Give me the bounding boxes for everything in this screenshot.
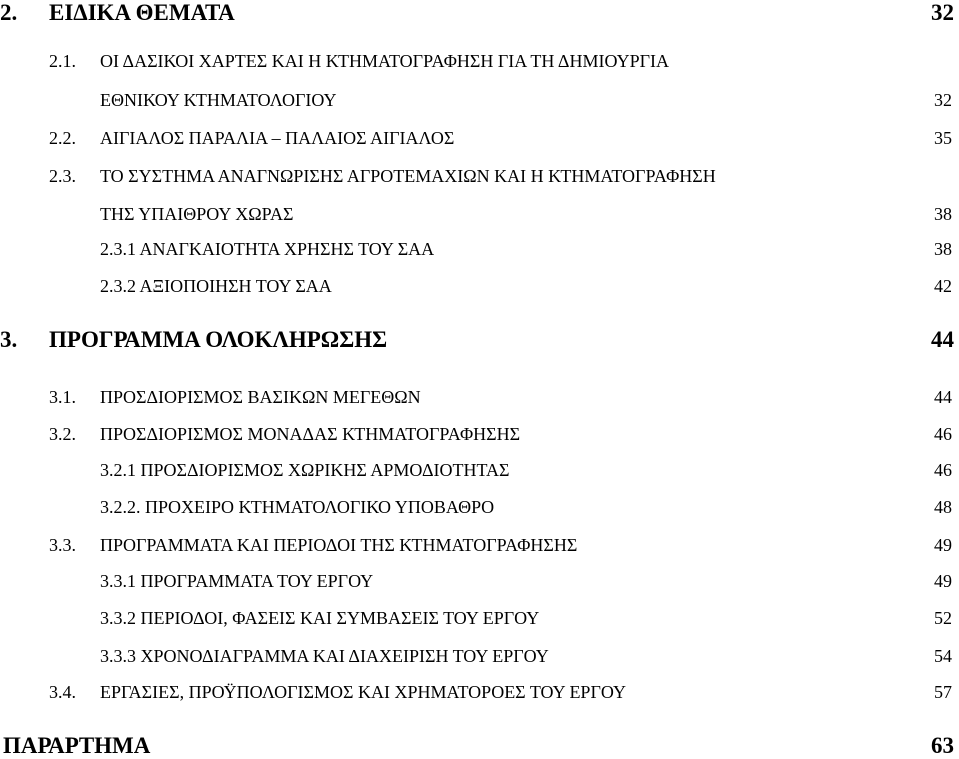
toc-section-2-1[interactable] [0,50,959,72]
toc-subsection-3-2-1[interactable] [0,459,959,481]
toc-number: 3.2. [49,424,76,444]
toc-page: 46 [934,424,952,444]
toc-page: 44 [934,387,952,407]
toc-page: 42 [934,276,952,296]
toc-section-2-1-cont[interactable] [0,89,959,111]
toc-title: 3.2.2. ΠΡΟΧΕΙΡΟ ΚΤΗΜΑΤΟΛΟΓΙΚΟ ΥΠΟΒΑΘΡΟ [100,497,495,517]
toc-section-3-2[interactable] [0,423,959,445]
toc-section-3-1[interactable] [0,386,959,408]
toc-title: ΕΘΝΙΚΟΥ ΚΤΗΜΑΤΟΛΟΓΙΟΥ [100,90,337,110]
toc-title: 3.2.1 ΠΡΟΣΔΙΟΡΙΣΜΟΣ ΧΩΡΙΚΗΣ ΑΡΜΟΔΙΟΤΗΤΑΣ [100,460,510,480]
toc-page: 49 [934,571,952,591]
toc-number: 2.2. [49,128,76,148]
toc-title: ΟΙ ΔΑΣΙΚΟΙ ΧΑΡΤΕΣ ΚΑΙ Η ΚΤΗΜΑΤΟΓΡΑΦΗΣΗ ΓΙΑ ΤΗ ΔΗΜΙΟΥΡΓΙΑ [100,51,670,71]
toc-title: ΑΙΓΙΑΛΟΣ ΠΑΡΑΛΙΑ – ΠΑΛΑΙΟΣ ΑΙΓΙΑΛΟΣ [100,128,455,148]
toc-title: 3.3.3 ΧΡΟΝΟΔΙΑΓΡΑΜΜΑ ΚΑΙ ΔΙΑΧΕΙΡΙΣΗ ΤΟΥ ΕΡΓΟΥ [100,646,549,666]
toc-page: 32 [934,90,952,110]
toc-section-2-2[interactable] [0,127,959,149]
toc-page: 49 [934,535,952,555]
toc-section-2-3-cont[interactable] [0,203,959,225]
toc-subsection-3-2-2[interactable] [0,496,959,518]
toc-page: 52 [934,608,952,628]
toc-title: ΤΟ ΣΥΣΤΗΜΑ ΑΝΑΓΝΩΡΙΣΗΣ ΑΓΡΟΤΕΜΑΧΙΩΝ ΚΑΙ Η ΚΤΗΜΑΤΟΓΡΑΦΗΣΗ [100,166,716,186]
toc-title: ΕΡΓΑΣΙΕΣ, ΠΡΟΫΠΟΛΟΓΙΣΜΟΣ ΚΑΙ ΧΡΗΜΑΤΟΡΟΕΣ ΤΟΥ ΕΡΓΟΥ [100,682,626,702]
toc-number: 3.1. [49,387,76,407]
toc-title: ΠΡΟΓΡΑΜΜΑΤΑ ΚΑΙ ΠΕΡΙΟΔΟΙ ΤΗΣ ΚΤΗΜΑΤΟΓΡΑΦΗΣΗΣ [100,535,578,555]
toc-page: 54 [934,646,952,666]
toc-section-3-4[interactable] [0,681,959,703]
toc-number: 2.1. [49,51,76,71]
toc-subsection-3-3-2[interactable] [0,607,959,629]
toc-chapter-2[interactable] [0,0,959,26]
toc-page: 35 [934,128,952,148]
toc-page: 57 [934,682,952,702]
toc-number: 2.3. [49,166,76,186]
toc-appendix[interactable] [0,733,959,759]
toc-title: 2.3.1 ΑΝΑΓΚΑΙΟΤΗΤΑ ΧΡΗΣΗΣ ΤΟΥ ΣΑΑ [100,239,435,259]
toc-section-3-3[interactable] [0,534,959,556]
toc-page: 32 [931,0,954,25]
toc-page: 38 [934,239,952,259]
toc-subsection-2-3-2[interactable] [0,275,959,297]
toc-page: 46 [934,460,952,480]
toc-title: 3.3.2 ΠΕΡΙΟΔΟΙ, ΦΑΣΕΙΣ ΚΑΙ ΣΥΜΒΑΣΕΙΣ ΤΟΥ ΕΡΓΟΥ [100,608,540,628]
toc-title: ΠΡΟΣΔΙΟΡΙΣΜΟΣ ΜΟΝΑΔΑΣ ΚΤΗΜΑΤΟΓΡΑΦΗΣΗΣ [100,424,521,444]
toc-number: 2. [0,0,18,25]
toc-title: ΤΗΣ ΥΠΑΙΘΡΟΥ ΧΩΡΑΣ [100,204,294,224]
toc-number: 3.3. [49,535,76,555]
toc-title: ΠΡΟΓΡΑΜΜΑ ΟΛΟΚΛΗΡΩΣΗΣ [49,327,388,352]
toc-subsection-3-3-1[interactable] [0,570,959,592]
toc-page: 38 [934,204,952,224]
toc-page: 48 [934,497,952,517]
toc-number: 3. [0,327,18,352]
toc-page: 63 [931,733,954,758]
toc-title: ΠΑΡΑΡΤΗΜΑ [3,733,151,758]
toc-title: 3.3.1 ΠΡΟΓΡΑΜΜΑΤΑ ΤΟΥ ΕΡΓΟΥ [100,571,374,591]
toc-subsection-3-3-3[interactable] [0,645,959,667]
toc-title: ΕΙΔΙΚΑ ΘΕΜΑΤΑ [49,0,235,25]
toc-page: 44 [931,327,954,352]
toc-section-2-3[interactable] [0,165,959,187]
toc-title: ΠΡΟΣΔΙΟΡΙΣΜΟΣ ΒΑΣΙΚΩΝ ΜΕΓΕΘΩΝ [100,387,421,407]
toc-number: 3.4. [49,682,76,702]
toc-title: 2.3.2 ΑΞΙΟΠΟΙΗΣΗ ΤΟΥ ΣΑΑ [100,276,332,296]
toc-subsection-2-3-1[interactable] [0,238,959,260]
toc-chapter-3[interactable] [0,327,959,353]
